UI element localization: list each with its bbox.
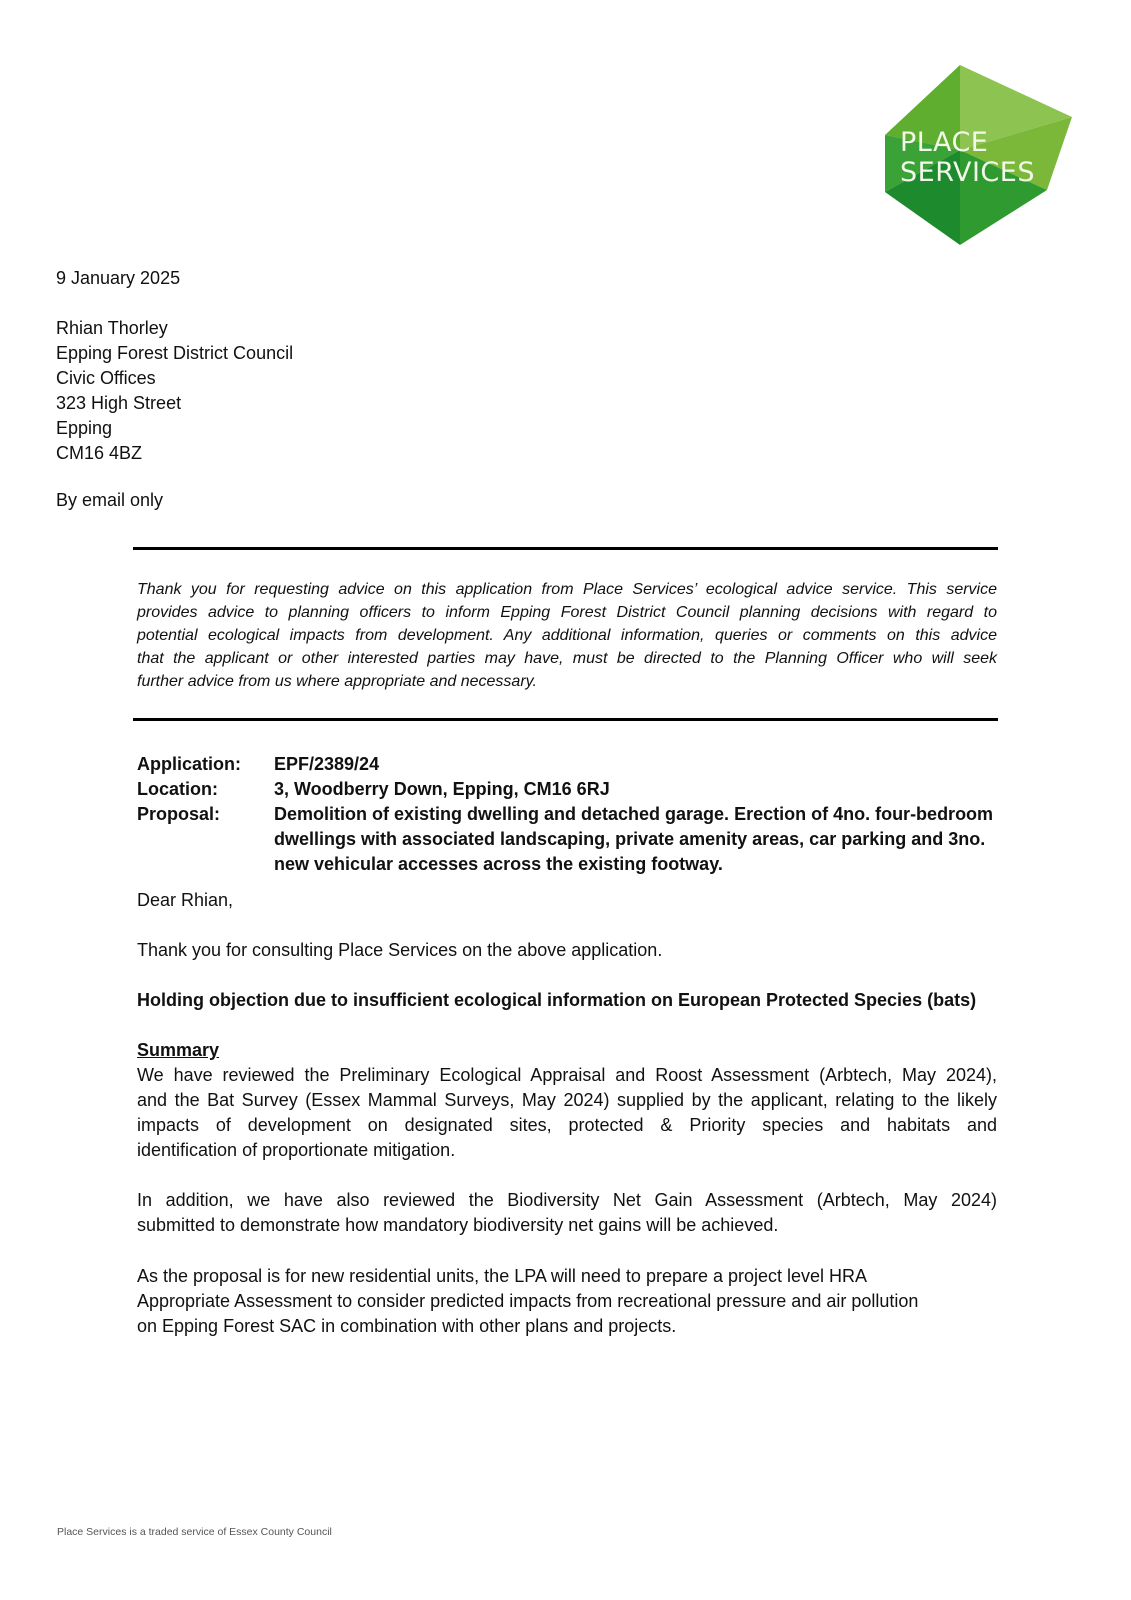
intro-line: Thank you for requesting advice on this application from Place Services’ ecological advice service. This service xyxy=(137,581,997,598)
hra-line: Appropriate Assessment to consider predicted impacts from recreational pressure and air pollution xyxy=(137,1291,919,1311)
bng-line: In addition, we have also reviewed the Biodiversity Net Gain Assessment (Arbtech, May 2024) xyxy=(137,1190,997,1210)
salutation: Dear Rhian, xyxy=(137,890,234,910)
intro-line: that the applicant or other interested parties may have, must be directed to the Planning Officer who will seek xyxy=(137,650,997,667)
logo-line-place: PLACE xyxy=(900,127,989,158)
intro-line: further advice from us where appropriate and necessary. xyxy=(137,673,537,690)
location-value: 3, Woodberry Down, Epping, CM16 6RJ xyxy=(274,779,610,799)
bng-paragraph xyxy=(137,1188,997,1238)
objection-heading: Holding objection due to insufficient ecological information on European Protected Species (bats) xyxy=(137,990,977,1010)
divider-bottom xyxy=(133,718,998,721)
footer-note: Place Services is a traded service of Essex County Council xyxy=(57,1526,332,1538)
recipient-town: Epping xyxy=(56,418,113,438)
intro-line: potential ecological impacts from development. Any additional information, queries or comments on this advice xyxy=(137,627,997,644)
divider-top xyxy=(133,547,998,550)
intro-notice xyxy=(137,578,997,693)
recipient-address xyxy=(56,316,293,466)
proposal-line: new vehicular accesses across the existing footway. xyxy=(274,854,723,874)
hra-line: As the proposal is for new residential units, the LPA will need to prepare a project level HRA xyxy=(137,1266,868,1286)
summary-line: We have reviewed the Preliminary Ecological Appraisal and Roost Assessment (Arbtech, May 2024), xyxy=(137,1065,997,1085)
proposal-line: Demolition of existing dwelling and detached garage. Erection of 4no. four-bedroom xyxy=(274,804,994,824)
bng-line: submitted to demonstrate how mandatory biodiversity net gains will be achieved. xyxy=(137,1215,779,1235)
recipient-address-line1: Civic Offices xyxy=(56,368,156,388)
summary-line: identification of proportionate mitigation. xyxy=(137,1140,456,1160)
summary-paragraph xyxy=(137,1063,997,1163)
logo-line-services: SERVICES xyxy=(900,157,1035,188)
summary-heading: Summary xyxy=(137,1040,220,1060)
proposal-label: Proposal: xyxy=(137,804,221,824)
summary-line: and the Bat Survey (Essex Mammal Surveys, May 2024) supplied by the applicant, relating to the likely xyxy=(137,1090,997,1110)
hra-paragraph xyxy=(137,1264,997,1339)
recipient-name: Rhian Thorley xyxy=(56,318,168,338)
hra-line: on Epping Forest SAC in combination with other plans and projects. xyxy=(137,1316,677,1336)
letter-date: 9 January 2025 xyxy=(56,268,181,288)
intro-line: provides advice to planning officers to inform Epping Forest District Council planning decisions with regard to xyxy=(137,604,997,621)
application-reference: EPF/2389/24 xyxy=(274,754,380,774)
delivery-method: By email only xyxy=(56,490,164,510)
recipient-organisation: Epping Forest District Council xyxy=(56,343,294,363)
thanks-paragraph: Thank you for consulting Place Services on the above application. xyxy=(137,940,663,960)
logo-wordmark xyxy=(900,128,1035,188)
summary-line: impacts of development on designated sites, protected & Priority species and habitats and xyxy=(137,1115,997,1135)
proposal-line: dwellings with associated landscaping, private amenity areas, car parking and 3no. xyxy=(274,829,986,849)
recipient-address-line2: 323 High Street xyxy=(56,393,182,413)
location-label: Location: xyxy=(137,779,218,799)
recipient-postcode: CM16 4BZ xyxy=(56,443,143,463)
application-label: Application: xyxy=(137,754,241,774)
